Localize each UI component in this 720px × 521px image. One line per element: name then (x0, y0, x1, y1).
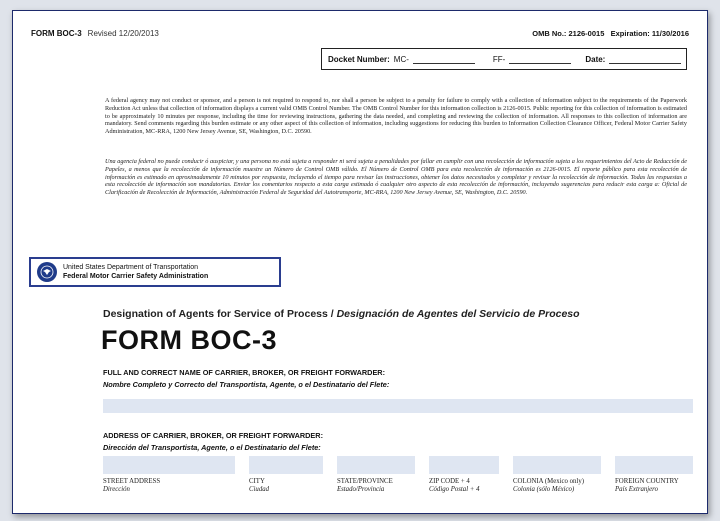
paperwork-notice-spanish: Una agencia federal no puede conducir ó auspiciar, y una persona no está sujeta a responder ni será sujeta a penalidades por fallar en cumplir con una recolección de información sujeta a los requerimientos del Acto de Reducción de Papeles, a menos que la recolección de información muestre un Número de Control OMB válido. El Número de Control OMB para esta recolección de información es 2126-0015. El reporte público para esta recolección de información es estimado en aproximadamente 10 minutos por respuesta, incluyendo el tiempo para revisar las instrucciones, obtener los datos necesitados y completar y revisar la recolección de información. Todas las respuestas a esta recolección de información son mandatorias. Enviar los comentarios respecto a esta carga estimada ó cualquier otro aspecto de esta recolección de información, incluyendo sugerencias para reducir esta carga a: Oficial de Clarificación de Recolección de Información, Administración Federal de Seguridad del Autotransporte, MC-RRA, 1200 New Jersey Avenue, SE, Washington, D.C. 20590. (105, 158, 687, 197)
designation-spanish: Designación de Agentes del Servicio de Proceso (336, 308, 580, 320)
mc-number-field[interactable] (413, 54, 475, 64)
zip-code-label-en: ZIP CODE + 4 (429, 478, 470, 485)
form-header-left (31, 29, 159, 38)
docket-label: Docket Number: (328, 54, 390, 64)
eagle-icon (40, 265, 54, 279)
street-address-label-es: Dirección (103, 486, 130, 493)
state-province-label (337, 478, 393, 494)
carrier-name-field[interactable] (103, 399, 693, 413)
date-label: Date: (585, 54, 606, 64)
zip-code-label-es: Código Postal + 4 (429, 486, 480, 493)
city-label-es: Ciudad (249, 486, 270, 493)
agency-line-2: Federal Motor Carrier Safety Administration (63, 273, 209, 280)
name-label-english: FULL AND CORRECT NAME OF CARRIER, BROKER, OR FREIGHT FORWARDER: (103, 368, 386, 377)
dot-seal-icon (37, 262, 57, 282)
form-page (12, 10, 708, 514)
state-province-label-es: Estado/Provincia (337, 486, 385, 493)
ff-prefix: FF- (492, 54, 506, 64)
city-field[interactable] (249, 456, 323, 474)
agency-logo-box (29, 257, 281, 287)
designation-english: Designation of Agents for Service of Process / (103, 308, 337, 320)
date-field[interactable] (609, 54, 681, 64)
street-address-label (103, 478, 160, 494)
zip-code-field[interactable] (429, 456, 499, 474)
paperwork-notice-english: A federal agency may not conduct or sponsor, and a person is not required to respond to, nor shall a person be subject to a penalty for failure to comply with a collection of information subject to the requirements of the Paperwork Reduction Act unless that collection of information displays a current valid OMB Control Number. The OMB Control Number for this information collection is 2126-0015. Public reporting for this collection of information is estimated to be approximately 10 minutes per response, including the time for reviewing instructions, gathering the data needed, and completing and reviewing the collection of information. All responses to this collection of information are mandatory. Send comments regarding this burden estimate or any other aspect of this collection of information, including suggestions for reducing this burden to Information Collection Clearance Officer, Federal Motor Carrier Safety Administration, MC-RRA, 1200 New Jersey Avenue, SE, Washington, D.C. 20590. (105, 97, 687, 136)
colonia-label (513, 478, 584, 494)
colonia-field[interactable] (513, 456, 601, 474)
foreign-country-field[interactable] (615, 456, 693, 474)
colonia-label-es: Colonia (sólo México) (513, 486, 575, 493)
name-label-spanish: Nombre Completo y Correcto del Transportista, Agente, o el Destinatario del Flete: (103, 380, 390, 389)
agency-line-1: United States Department of Transportation (63, 264, 199, 271)
address-label-spanish: Dirección del Transportista, Agente, o el Destinatario del Flete: (103, 443, 321, 452)
city-label (249, 478, 269, 494)
colonia-label-en: COLONIA (Mexico only) (513, 478, 584, 485)
address-label-english: ADDRESS OF CARRIER, BROKER, OR FREIGHT FORWARDER: (103, 431, 323, 440)
street-address-field[interactable] (103, 456, 235, 474)
designation-heading (103, 308, 580, 320)
form-title: FORM BOC-3 (101, 325, 277, 355)
zip-code-label (429, 478, 479, 494)
revised-date: Revised 12/20/2013 (87, 29, 159, 38)
city-label-en: CITY (249, 478, 265, 485)
address-fields-row (103, 456, 693, 474)
foreign-country-label-en: FOREIGN COUNTRY (615, 478, 679, 485)
foreign-country-label-es: País Extranjero (615, 486, 658, 493)
foreign-country-label (615, 478, 679, 494)
ff-number-field[interactable] (509, 54, 571, 64)
mc-prefix: MC- (393, 54, 409, 64)
street-address-label-en: STREET ADDRESS (103, 478, 161, 485)
form-code: FORM BOC-3 (31, 29, 82, 38)
docket-number-box (321, 48, 687, 70)
state-province-label-en: STATE/PROVINCE (337, 478, 393, 485)
omb-expiration: OMB No.: 2126-0015 Expiration: 11/30/2016 (532, 29, 689, 38)
state-province-field[interactable] (337, 456, 415, 474)
